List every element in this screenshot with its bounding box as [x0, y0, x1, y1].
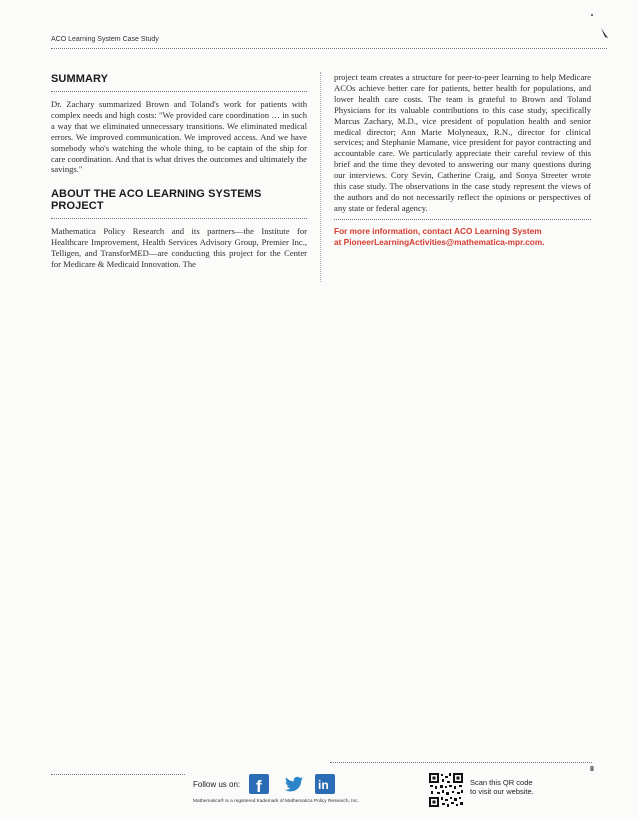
- about-body: Mathematica Policy Research and its partners—the Institute for Healthcare Improvement, Health Services Advisory Group, Premier Inc., Telligen, and TransforMED—are conducting this project for the Center for Medicare & Medicaid Innovation. The: [51, 226, 307, 270]
- facebook-icon[interactable]: [249, 774, 269, 794]
- scan-artifact-mark: [599, 26, 611, 40]
- trademark-notice: Mathematica® is a registered trademark of Mathematica Policy Research, Inc.: [193, 799, 359, 804]
- footer-rule-right: [330, 762, 592, 763]
- column-divider: [320, 72, 321, 282]
- about-rule: [51, 218, 307, 219]
- linkedin-icon[interactable]: [315, 774, 335, 794]
- twitter-icon[interactable]: [284, 774, 304, 794]
- scan-artifact-dot: [591, 14, 593, 16]
- qr-code-icon[interactable]: [428, 772, 464, 808]
- summary-body: Dr. Zachary summarized Brown and Toland's work for patients with complex needs and high costs: "We provided care coordination … in such a way that we eliminated unnecessary transitions. We eliminated medical errors. We improved communication. We improved access. And we have somebody who's watching the whole thing, to be captain of the ship for care coordination. And that is what drives the outcomes and ultimately the savings.": [51, 99, 307, 175]
- contact-rule: [334, 219, 591, 220]
- summary-rule: [51, 91, 307, 92]
- summary-heading: SUMMARY: [51, 73, 109, 85]
- qr-caption-line-2: to visit our website.: [470, 787, 534, 796]
- follow-us-label: Follow us on:: [193, 780, 241, 789]
- right-column: [334, 72, 591, 248]
- contact-info[interactable]: [334, 226, 591, 248]
- facebook-glyph: f: [256, 777, 262, 794]
- running-header: ACO Learning System Case Study: [51, 36, 159, 43]
- linkedin-glyph: in: [318, 778, 329, 792]
- qr-caption: [470, 778, 534, 796]
- left-column: [51, 73, 307, 270]
- page-number: 8: [590, 766, 594, 773]
- acknowledgments-body: project team creates a structure for peer-to-peer learning to help Medicare ACOs achieve better care for patients, better health for populations, and lower health care costs. The team is grateful to Brown and Toland Physicians for its valuable contributions to this case study, specifically Marcus Zachary, M.D., vice president of population health and senior medical director; Ann Marie Molyneaux, R.N., director for clinical services; and Stephanie Mamane, vice president for payor contracting and accountable care. We particularly appreciate their careful review of this brief and the time they devoted to answering our many questions during our interviews. Cory Sevin, Catherine Craig, and Sonya Streeter wrote this case study. The observations in the case study represent the views of the authors and do not necessarily reflect the opinions or perspectives of any state or federal agency.: [334, 72, 591, 213]
- footer-rule-left: [51, 774, 185, 775]
- qr-caption-line-1: Scan this QR code: [470, 778, 533, 787]
- header-rule: [51, 48, 607, 49]
- contact-line-1: For more information, contact ACO Learning System: [334, 225, 542, 236]
- contact-line-2[interactable]: at PioneerLearningActivities@mathematica-mpr.com.: [334, 236, 545, 247]
- about-heading: ABOUT THE ACO LEARNING SYSTEMS PROJECT: [51, 188, 262, 213]
